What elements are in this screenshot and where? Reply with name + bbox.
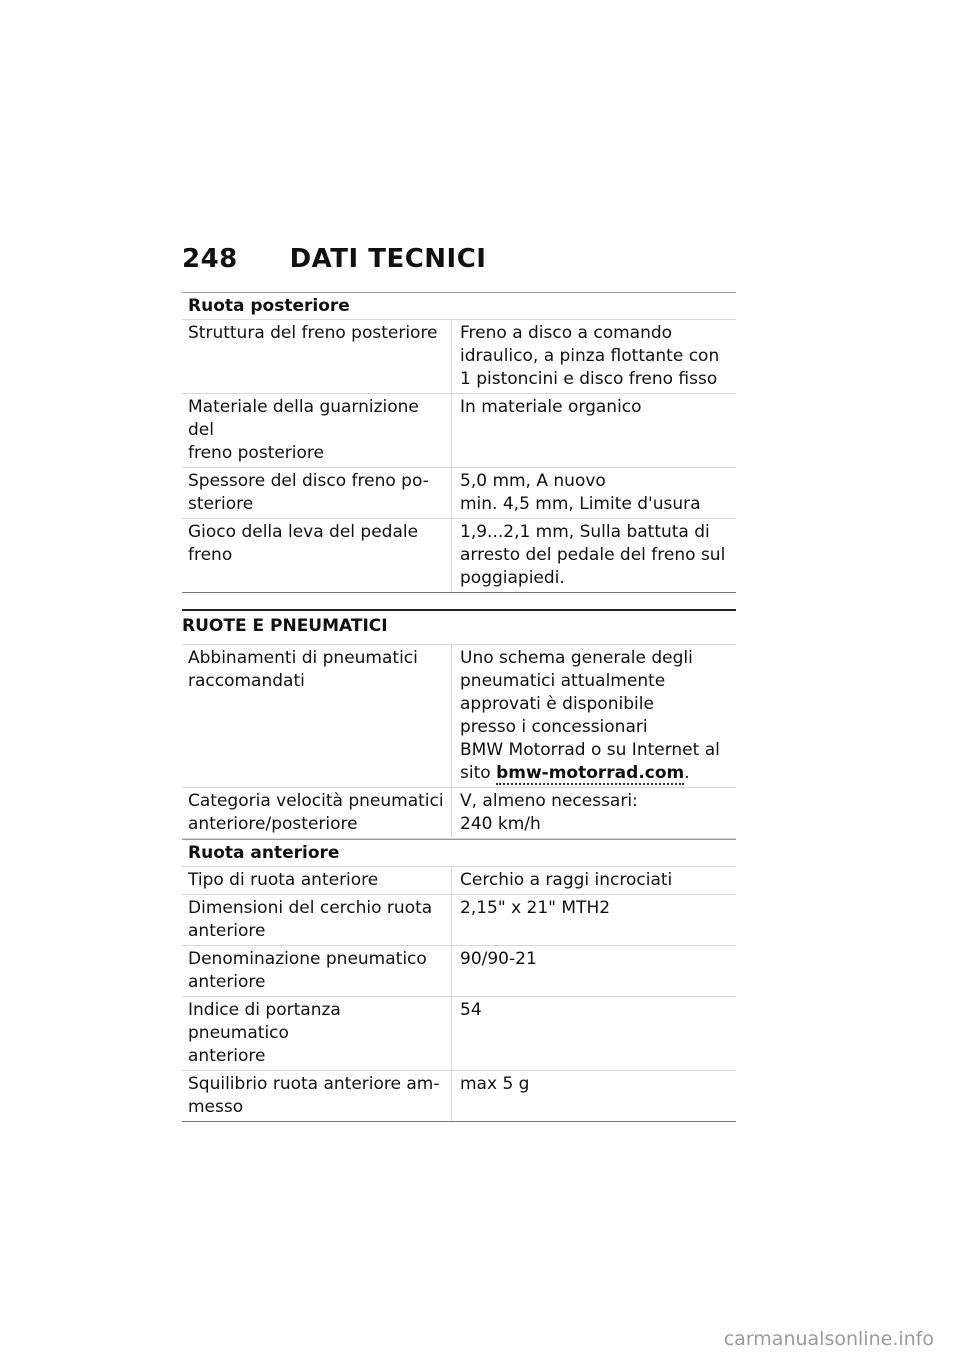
- spec-label-line: Materiale della guarnizione del: [188, 397, 419, 440]
- spec-value: [452, 519, 736, 592]
- spec-value-line: 1,9...2,1 mm, Sulla battuta di: [460, 522, 710, 542]
- spec-label-line: Dimensioni del cerchio ruota: [188, 898, 433, 918]
- spec-label: [182, 895, 452, 945]
- table-row: [182, 1071, 736, 1122]
- spec-value-line: idraulico, a pinza flottante con: [460, 346, 720, 366]
- spec-value: [452, 1071, 736, 1121]
- spec-value-line: BMW Motorrad o su Internet al: [460, 740, 720, 760]
- spec-value-line: 1 pistoncini e disco freno fisso: [460, 369, 718, 389]
- website-link[interactable]: bmw-motorrad.com: [496, 763, 685, 783]
- spec-value-line: In materiale organico: [460, 397, 642, 417]
- front-wheel-table: [182, 867, 736, 1122]
- spec-value-line: 90/90-21: [460, 949, 537, 969]
- spec-label-line: Abbinamenti di pneumatici: [188, 648, 418, 668]
- spec-value-line: arresto del pedale del freno sul: [460, 545, 726, 565]
- spec-value-line: min. 4,5 mm, Limite d'usura: [460, 494, 701, 514]
- spec-label: [182, 1071, 452, 1121]
- rear-wheel-table: [182, 320, 736, 593]
- spec-value: [452, 867, 736, 894]
- spec-value-line: 54: [460, 1000, 482, 1020]
- spec-label: [182, 468, 452, 518]
- spec-label: [182, 997, 452, 1070]
- watermark: carmanualsonline.info: [723, 1328, 934, 1350]
- spec-value-line: [460, 762, 730, 785]
- spec-label: [182, 645, 452, 787]
- table-row: [182, 320, 736, 394]
- spec-label-line: Struttura del freno posteriore: [188, 323, 438, 343]
- section-rear-wheel-title: Ruota posteriore: [182, 292, 736, 320]
- spec-value: [452, 645, 736, 787]
- spec-label-line: raccomandati: [188, 671, 305, 691]
- spec-value-line: poggiapiedi.: [460, 568, 565, 588]
- link-suffix: .: [684, 763, 690, 783]
- table-row: [182, 645, 736, 788]
- spec-value-line: 2,15" x 21" MTH2: [460, 898, 611, 918]
- spec-label-line: Denominazione pneumatico: [188, 949, 427, 969]
- spec-value-line: approvati è disponibile: [460, 694, 654, 714]
- tyres-table: [182, 645, 736, 839]
- spec-label-line: messo: [188, 1097, 244, 1117]
- spec-label-line: Categoria velocità pneumatici: [188, 791, 444, 811]
- spec-label: [182, 788, 452, 838]
- spec-value-line: Cerchio a raggi incrociati: [460, 870, 673, 890]
- spec-value: [452, 468, 736, 518]
- table-row: [182, 867, 736, 895]
- spec-value-line: 240 km/h: [460, 814, 541, 834]
- spec-label-line: Spessore del disco freno po-: [188, 471, 429, 491]
- table-row: [182, 946, 736, 997]
- spec-label: [182, 394, 452, 467]
- spec-label-line: Gioco della leva del pedale: [188, 522, 419, 542]
- table-row: [182, 468, 736, 519]
- spec-label: [182, 946, 452, 996]
- spec-label: [182, 320, 452, 393]
- link-prefix: sito: [460, 763, 497, 783]
- table-row: [182, 895, 736, 946]
- spec-value: [452, 788, 736, 838]
- spec-label-line: anteriore: [188, 972, 266, 992]
- spec-sheet: [182, 292, 736, 1122]
- spec-label-line: anteriore: [188, 921, 266, 941]
- spec-label-line: Tipo di ruota anteriore: [188, 870, 379, 890]
- spec-label-line: freno posteriore: [188, 443, 324, 463]
- spec-label-line: Indice di portanza pneumatico: [188, 1000, 341, 1043]
- spec-value-line: max 5 g: [460, 1074, 530, 1094]
- table-row: [182, 788, 736, 839]
- spec-value: [452, 997, 736, 1070]
- spec-label-line: Squilibrio ruota anteriore am-: [188, 1074, 440, 1094]
- spec-value-line: presso i concessionari: [460, 717, 648, 737]
- spec-label-line: anteriore/posteriore: [188, 814, 358, 834]
- table-row: [182, 394, 736, 468]
- spec-label: [182, 867, 452, 894]
- spec-value: [452, 895, 736, 945]
- page-number: 248: [182, 244, 238, 274]
- spec-value-line: Freno a disco a comando: [460, 323, 673, 343]
- spec-label: [182, 519, 452, 592]
- section-front-wheel-title: Ruota anteriore: [182, 839, 736, 867]
- spec-value-line: Uno schema generale degli: [460, 648, 693, 668]
- table-row: [182, 519, 736, 593]
- page-title: DATI TECNICI: [289, 244, 487, 274]
- spec-value-line: pneumatici attualmente: [460, 671, 666, 691]
- spec-value: [452, 946, 736, 996]
- chapter-title: RUOTE E PNEUMATICI: [182, 609, 736, 645]
- spec-value-line: V, almeno necessari:: [460, 791, 638, 811]
- spec-value-line: 5,0 mm, A nuovo: [460, 471, 606, 491]
- spec-value: [452, 394, 736, 467]
- spec-value: [452, 320, 736, 393]
- page-header: [182, 244, 486, 274]
- spec-label-line: anteriore: [188, 1046, 266, 1066]
- table-row: [182, 997, 736, 1071]
- spec-label-line: freno: [188, 545, 233, 565]
- spec-label-line: steriore: [188, 494, 254, 514]
